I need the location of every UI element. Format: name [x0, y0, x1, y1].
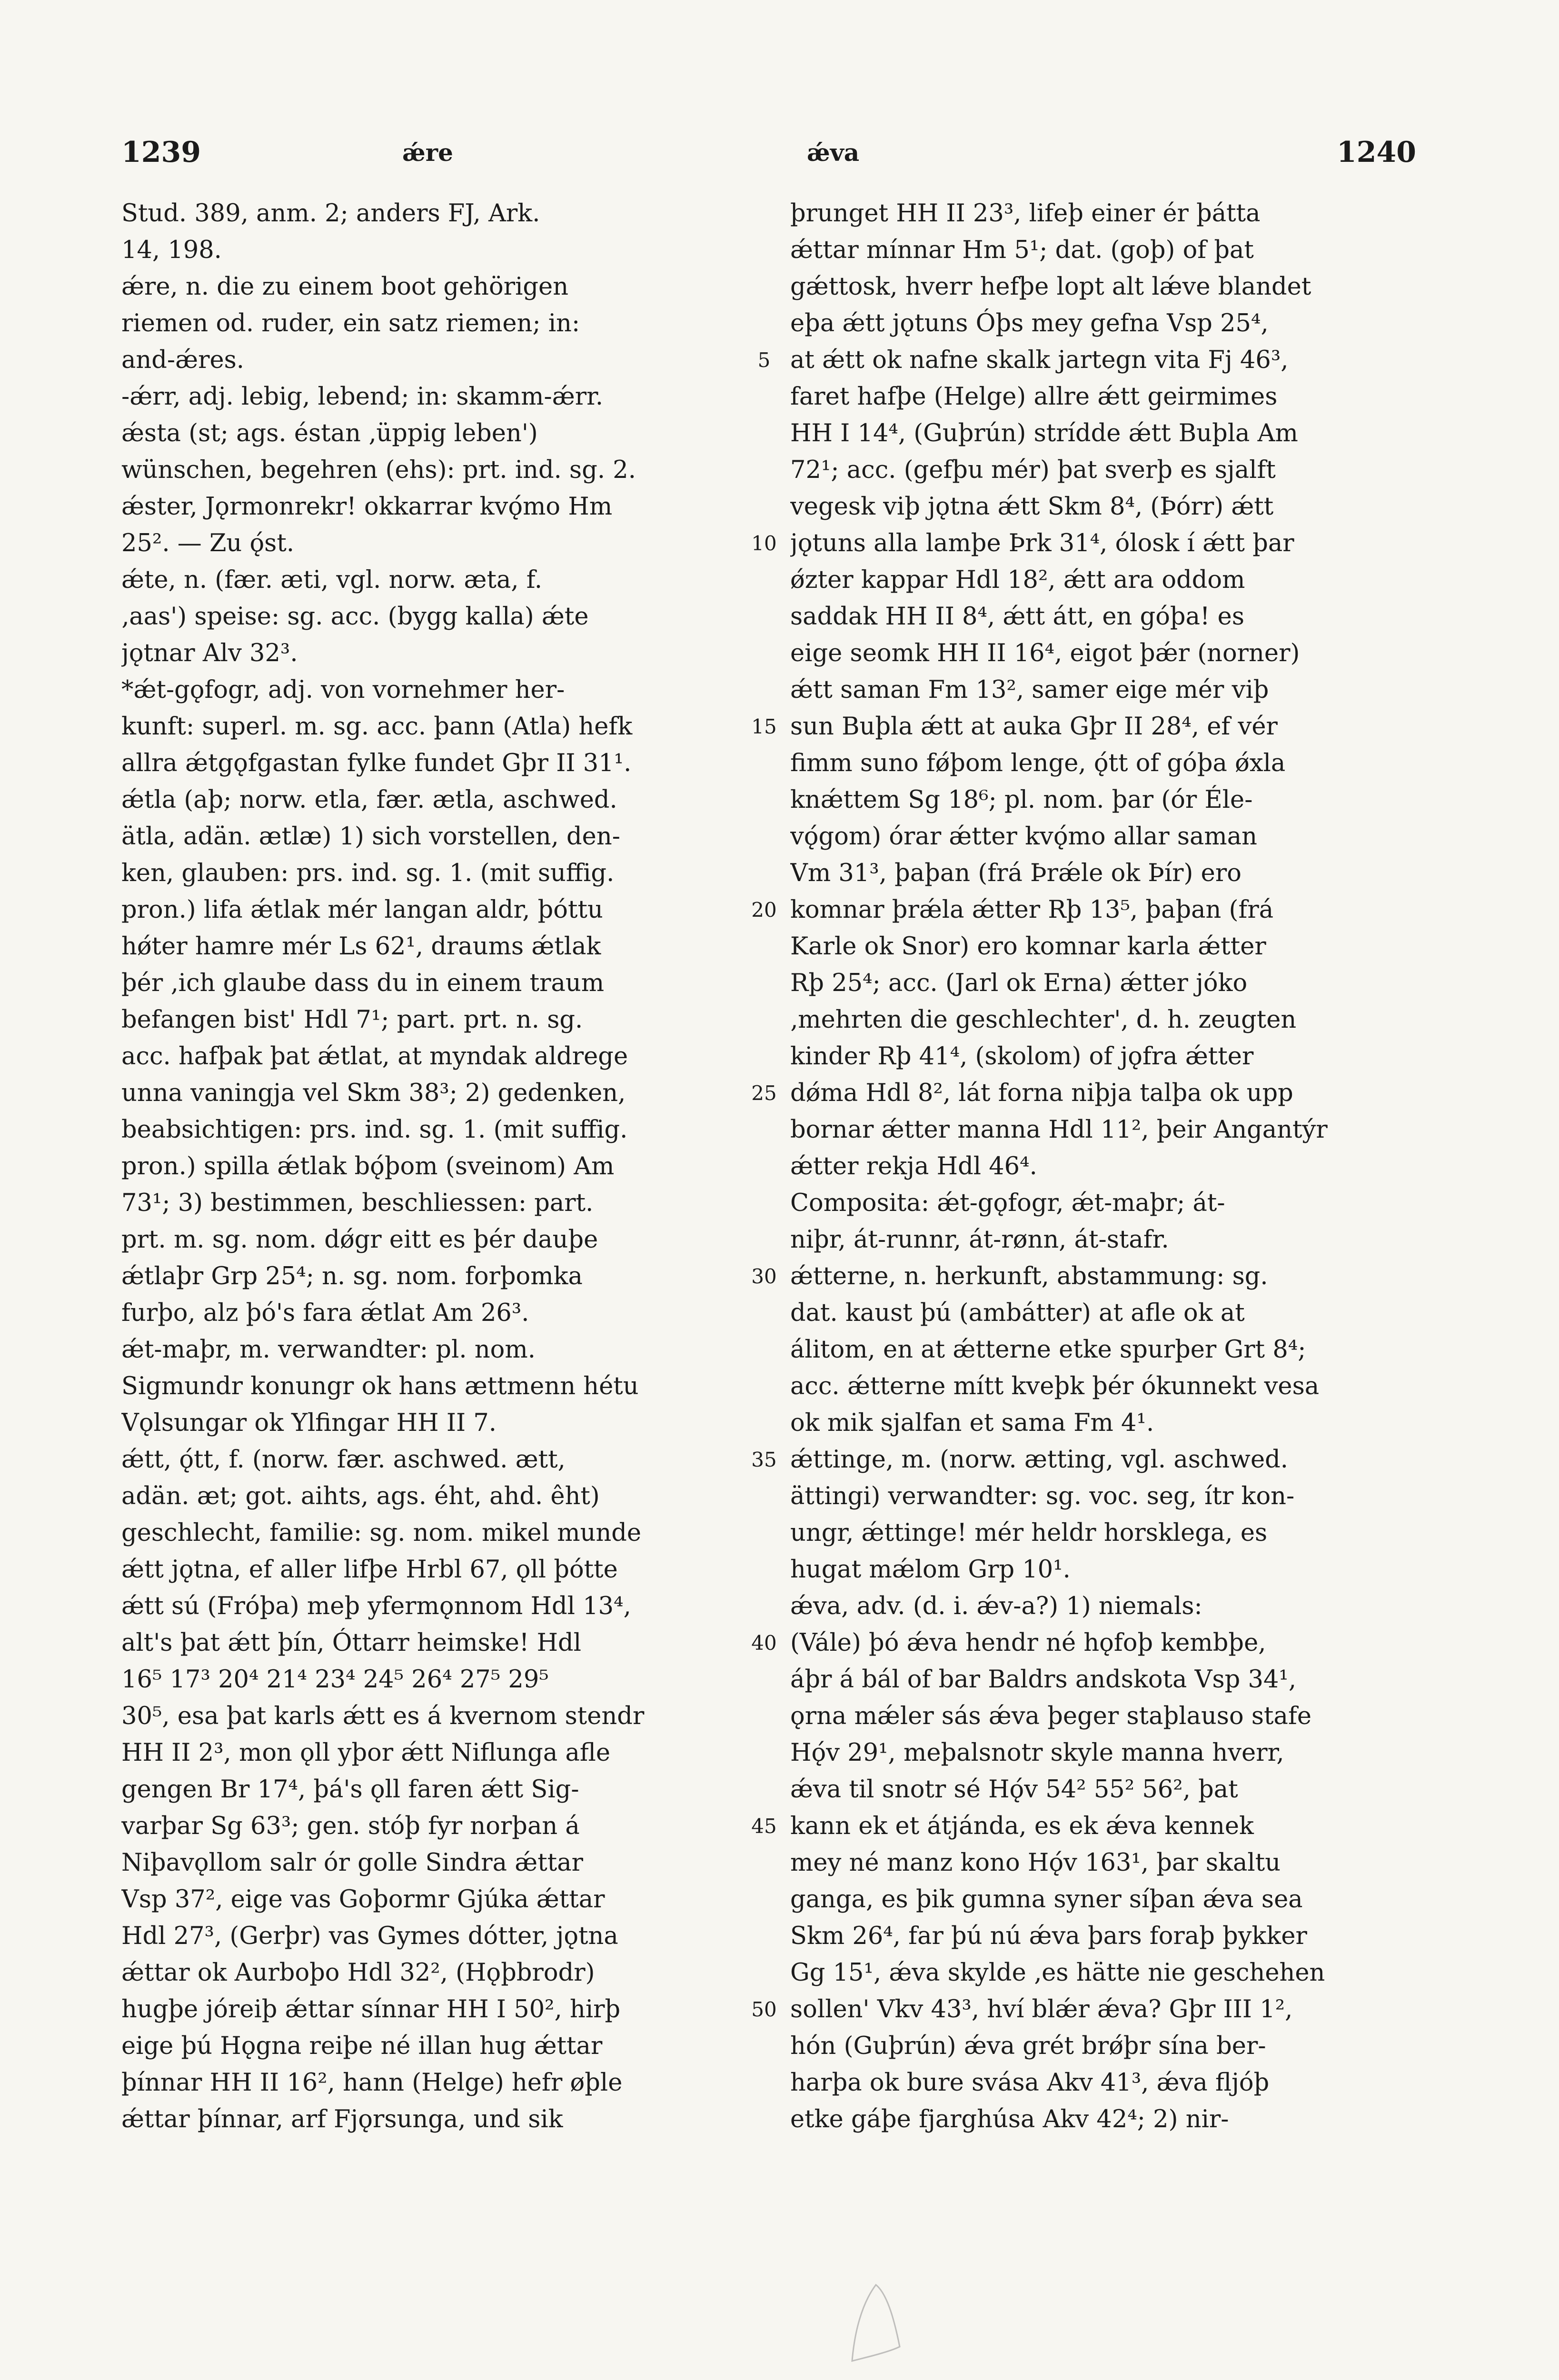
right-column-line: ‚mehrten die geschlechter', d. h. zeugten — [790, 1006, 1297, 1034]
left-column-line: 25². — Zu ǫ́st. — [121, 529, 295, 557]
right-column-line: Hǫ́v 29¹, meþalsnotr skyle manna hverr, — [790, 1739, 1284, 1767]
right-column-line: vegesk viþ jǫtna ǽtt Skm 8⁴, (Þórr) ǽtt — [790, 493, 1274, 521]
line-number: 30 — [751, 1265, 777, 1288]
left-column-line: ǽttar þínnar, arf Fjǫrsunga, und sik — [121, 2105, 563, 2133]
right-column-line: ǽtter rekja Hdl 46⁴. — [790, 1152, 1037, 1180]
left-column-line: -ǽrr, adj. lebig, lebend; in: skamm-ǽrr. — [121, 383, 604, 411]
left-column-line: Sigmundr konungr ok hans ættmenn hétu — [121, 1372, 639, 1400]
left-column-line: Vǫlsungar ok Ylfingar HH II 7. — [121, 1409, 496, 1437]
right-column-line: hugat mǽlom Grp 10¹. — [790, 1556, 1071, 1584]
right-column-line: komnar þrǽla ǽtter Rþ 13⁵, þaþan (frá — [790, 896, 1274, 924]
page-header — [121, 136, 1416, 178]
running-headword-left: ǽre — [402, 139, 453, 167]
right-column-line: þrunget HH II 23³, lifeþ einer ér þátta — [790, 199, 1261, 228]
line-number: 50 — [751, 1998, 777, 2021]
right-column-line: saddak HH II 8⁴, ǽtt átt, en góþa! es — [790, 603, 1245, 631]
left-column-line: þér ‚ich glaube dass du in einem traum — [121, 969, 605, 997]
left-column — [121, 195, 740, 2138]
left-column-line: ǽre, n. die zu einem boot gehörigen — [121, 273, 569, 301]
left-column-line: ǽtt jǫtna, ef aller lifþe Hrbl 67, ǫll þótte — [121, 1556, 618, 1584]
page-number-left: 1239 — [121, 136, 201, 169]
left-column-line: Vsp 37², eige vas Goþormr Gjúka ǽttar — [121, 1885, 605, 1914]
left-column-line: ǽsta (st; ags. éstan ‚üppig leben') — [121, 419, 538, 447]
right-column-line: sun Buþla ǽtt at auka Gþr II 28⁴, ef vér — [790, 713, 1278, 741]
left-column-line: pron.) lifa ǽtlak mér langan aldr, þóttu — [121, 896, 603, 924]
left-column-line: Niþavǫllom salr ór golle Sindra ǽttar — [121, 1849, 583, 1877]
left-column-line: adän. æt; got. aihts, ags. éht, ahd. êht) — [121, 1482, 600, 1510]
right-column-line: Karle ok Snor) ero komnar karla ǽtter — [790, 932, 1266, 961]
left-column-line: ǽtt, ǫ́tt, f. (norw. fær. aschwed. ætt, — [121, 1446, 566, 1474]
left-column-line: hugþe jóreiþ ǽttar sínnar HH I 50², hirþ — [121, 1995, 621, 2023]
left-column-line: Hdl 27³, (Gerþr) vas Gymes dótter, jǫtna — [121, 1922, 618, 1950]
left-column-line: befangen bist' Hdl 7¹; part. prt. n. sg. — [121, 1006, 583, 1034]
right-column-line: niþr, át-runnr, át-rønn, át-stafr. — [790, 1226, 1169, 1254]
left-column-line: ‚aas') speise: sg. acc. (bygg kalla) ǽte — [121, 603, 589, 631]
right-column-line: (Vále) þó ǽva hendr né hǫfoþ kembþe, — [790, 1629, 1266, 1657]
left-column-line: and-ǽres. — [121, 346, 245, 374]
right-column-line: sollen' Vkv 43³, hví blǽr ǽva? Gþr III 1², — [790, 1995, 1293, 2023]
right-column-line: ǽva, adv. (d. i. ǽv-a?) 1) niemals: — [790, 1592, 1202, 1620]
line-number: 40 — [751, 1631, 777, 1655]
left-column-line: 16⁵ 17³ 20⁴ 21⁴ 23⁴ 24⁵ 26⁴ 27⁵ 29⁵ — [121, 1666, 549, 1694]
left-column-line: eige þú Hǫgna reiþe né illan hug ǽttar — [121, 2032, 603, 2060]
right-column-line: etke gáþe fjarghúsa Akv 42⁴; 2) nir- — [790, 2105, 1229, 2133]
line-number: 10 — [751, 532, 777, 555]
left-column-line: hǿter hamre mér Ls 62¹, draums ǽtlak — [121, 932, 601, 961]
left-column-line: ǽt-maþr, m. verwandter: pl. nom. — [121, 1336, 536, 1364]
right-column-line: ǿzter kappar Hdl 18², ǽtt ara oddom — [790, 566, 1245, 594]
right-column-line: ungr, ǽttinge! mér heldr horsklega, es — [790, 1519, 1268, 1547]
right-column-line: ättingi) verwandter: sg. voc. seg, ítr kon- — [790, 1482, 1295, 1510]
left-column-line: pron.) spilla ǽtlak bǫ́þom (sveinom) Am — [121, 1152, 615, 1180]
right-column-line: ok mik sjalfan et sama Fm 4¹. — [790, 1409, 1154, 1437]
page-number-right: 1240 — [1337, 136, 1416, 169]
running-headword-right: ǽva — [807, 139, 860, 167]
left-column-line: þínnar HH II 16², hann (Helge) hefr øþle — [121, 2069, 623, 2097]
right-column-line: ganga, es þik gumna syner síþan ǽva sea — [790, 1885, 1303, 1914]
right-column-line: kinder Rþ 41⁴, (skolom) of jǫfra ǽtter — [790, 1042, 1254, 1071]
line-number: 5 — [757, 348, 771, 372]
right-column-line: Gg 15¹, ǽva skylde ‚es hätte nie geschehen — [790, 1959, 1325, 1987]
left-column-line: ǽttar ok Aurboþo Hdl 32², (Hǫþbrodr) — [121, 1959, 595, 1987]
left-column-line: Stud. 389, anm. 2; anders FJ, Ark. — [121, 199, 540, 228]
left-column-line: 30⁵, esa þat karls ǽtt es á kvernom stendr — [121, 1702, 645, 1730]
right-column-line: Rþ 25⁴; acc. (Jarl ok Erna) ǽtter jóko — [790, 969, 1248, 997]
left-column-line: ǽtt sú (Fróþa) meþ yfermǫnnom Hdl 13⁴, — [121, 1592, 631, 1620]
left-column-line: HH II 2³, mon ǫll yþor ǽtt Niflunga afle — [121, 1739, 611, 1767]
right-column-line: gǽttosk, hverr hefþe lopt alt lǽve blandet — [790, 273, 1311, 301]
right-column-line: ǽva til snotr sé Hǫ́v 54² 55² 56², þat — [790, 1775, 1238, 1804]
right-column-line: Vm 31³, þaþan (frá Þrǽle ok Þír) ero — [790, 859, 1241, 887]
left-column-line: *ǽt-gǫfogr, adj. von vornehmer her- — [121, 676, 565, 704]
line-number: 25 — [751, 1081, 777, 1105]
right-column-line: jǫtuns alla lamþe Þrk 31⁴, ólosk í ǽtt þar — [790, 529, 1294, 557]
right-column-line: faret hafþe (Helge) allre ǽtt geirmimes — [790, 383, 1278, 411]
right-column-line: ǽttinge, m. (norw. ætting, vgl. aschwed. — [790, 1446, 1288, 1474]
left-column-line: alt's þat ǽtt þín, Óttarr heimske! Hdl — [121, 1629, 582, 1657]
left-column-line: prt. m. sg. nom. dǿgr eitt es þér dauþe — [121, 1226, 598, 1254]
right-column-line: vǫ́gom) órar ǽtter kvǫ́mo allar saman — [790, 823, 1258, 851]
left-column-line: ǽtla (aþ; norw. etla, fær. ætla, aschwed. — [121, 786, 617, 814]
left-column-line: allra ǽtgǫfgastan fylke fundet Gþr II 31¹. — [121, 749, 632, 777]
left-column-line: unna vaningja vel Skm 38³; 2) gedenken, — [121, 1079, 626, 1107]
right-column-line: harþa ok bure svása Akv 41³, ǽva fljóþ — [790, 2069, 1270, 2097]
right-column-line: dǿma Hdl 8², lát forna niþja talþa ok upp — [790, 1079, 1293, 1107]
right-column-line: ǽttar mínnar Hm 5¹; dat. (goþ) of þat — [790, 236, 1254, 264]
left-column-line: furþo, alz þó's fara ǽtlat Am 26³. — [121, 1299, 529, 1327]
line-number: 45 — [751, 1815, 777, 1838]
left-column-line: ätla, adän. ætlæ) 1) sich vorstellen, den- — [121, 823, 620, 851]
left-column-line: gengen Br 17⁴, þá's ǫll faren ǽtt Sig- — [121, 1775, 579, 1804]
left-column-line: 14, 198. — [121, 236, 222, 264]
left-column-line: acc. hafþak þat ǽtlat, at myndak aldrege — [121, 1042, 628, 1071]
right-column-line: 72¹; acc. (gefþu mér) þat sverþ es sjalft — [790, 456, 1276, 484]
left-column-line: beabsichtigen: prs. ind. sg. 1. (mit suffig. — [121, 1116, 628, 1144]
right-column-line: bornar ǽtter manna Hdl 11², þeir Angantýr — [790, 1116, 1328, 1144]
right-column-line: álitom, en at ǽtterne etke spurþer Grt 8⁴; — [790, 1336, 1306, 1364]
right-column-line: Skm 26⁴, far þú nú ǽva þars foraþ þykker — [790, 1922, 1307, 1950]
right-column-line: mey né manz kono Hǫ́v 163¹, þar skaltu — [790, 1849, 1281, 1877]
line-number: 15 — [751, 715, 777, 738]
right-column-line: HH I 14⁴, (Guþrún) strídde ǽtt Buþla Am — [790, 419, 1298, 447]
right-column-line: eþa ǽtt jǫtuns Óþs mey gefna Vsp 25⁴, — [790, 309, 1269, 337]
page-smudge-mark — [843, 2275, 909, 2366]
right-column-line: ǽtt saman Fm 13², samer eige mér viþ — [790, 676, 1269, 704]
left-column-line: jǫtnar Alv 32³. — [121, 639, 298, 667]
left-column-line: geschlecht, familie: sg. nom. mikel munde — [121, 1519, 642, 1547]
left-column-line: riemen od. ruder, ein satz riemen; in: — [121, 309, 580, 337]
right-column-line: dat. kaust þú (ambátter) at afle ok at — [790, 1299, 1245, 1327]
left-column-line: ǽtlaþr Grp 25⁴; n. sg. nom. forþomka — [121, 1262, 583, 1290]
right-column-line: hón (Guþrún) ǽva grét brǿþr sína ber- — [790, 2032, 1266, 2060]
left-column-line: wünschen, begehren (ehs): prt. ind. sg. 2. — [121, 456, 636, 484]
left-column-line: varþar Sg 63³; gen. stóþ fyr norþan á — [121, 1812, 580, 1840]
left-column-line: kunft: superl. m. sg. acc. þann (Atla) hefk — [121, 713, 633, 741]
right-column-line: knǽttem Sg 18⁶; pl. nom. þar (ór Éle- — [790, 786, 1253, 814]
left-column-line: 73¹; 3) bestimmen, beschliessen: part. — [121, 1189, 594, 1217]
right-column-line: fimm suno fǿþom lenge, ǫ́tt of góþa ǿxla — [790, 749, 1286, 777]
right-column-line: Composita: ǽt-gǫfogr, ǽt-maþr; át- — [790, 1189, 1225, 1217]
left-column-line: ǽster, Jǫrmonrekr! okkarrar kvǫ́mo Hm — [121, 493, 613, 521]
right-column-line: áþr á bál of bar Baldrs andskota Vsp 34¹, — [790, 1666, 1297, 1694]
right-column-line: eige seomk HH II 16⁴, eigot þǽr (norner) — [790, 639, 1300, 667]
right-column-line: ǫrna mǽler sás ǽva þeger staþlauso stafe — [790, 1702, 1312, 1730]
right-column-line: ǽtterne, n. herkunft, abstammung: sg. — [790, 1262, 1268, 1290]
line-number: 35 — [751, 1448, 777, 1471]
right-column-line: at ǽtt ok nafne skalk jartegn vita Fj 46³, — [790, 346, 1289, 374]
left-column-line: ken, glauben: prs. ind. sg. 1. (mit suffig. — [121, 859, 615, 887]
right-column-line: acc. ǽtterne mítt kveþk þér ókunnekt vesa — [790, 1372, 1320, 1400]
right-column — [790, 195, 1409, 2138]
left-column-line: ǽte, n. (fær. æti, vgl. norw. æta, f. — [121, 566, 543, 594]
right-column-line: kann ek et átjánda, es ek ǽva kennek — [790, 1812, 1254, 1840]
line-number: 20 — [751, 898, 777, 922]
